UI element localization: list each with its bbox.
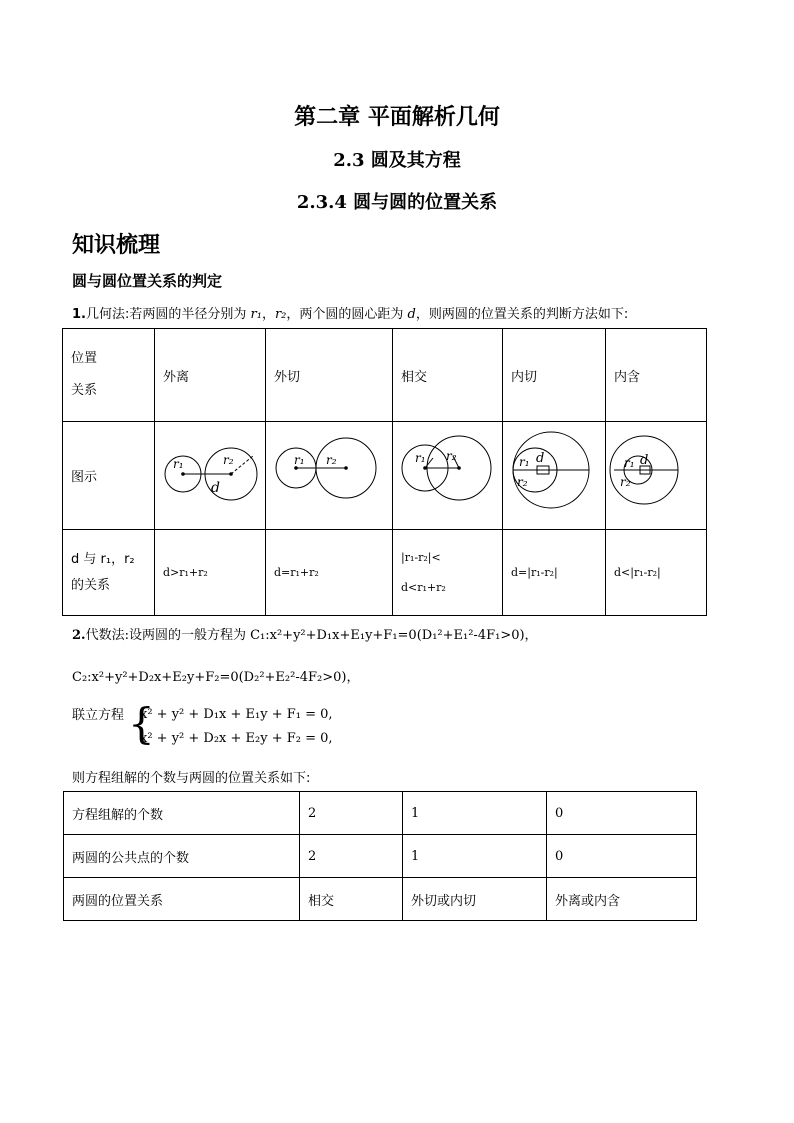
row-header-line: 位置 <box>71 351 98 366</box>
method1-d: d <box>407 307 416 322</box>
chapter-title: 第二章 平面解析几何 <box>294 105 500 130</box>
figure-label-r2: r₂ <box>223 453 234 467</box>
table-row <box>63 329 707 422</box>
table-cell: 2 <box>300 792 403 835</box>
table-cell <box>63 329 155 422</box>
figure-label-r2: r₂ <box>326 453 337 467</box>
judge-heading: 圆与圆位置关系的判定 <box>72 272 223 290</box>
table-cell: 1 <box>403 792 547 835</box>
table-cell: d=r₁+r₂ <box>266 530 393 616</box>
method1-sep: ， <box>261 307 275 322</box>
figure-label-r1: r₁ <box>519 455 530 469</box>
condition-line: d<r₁+r₂ <box>401 580 446 594</box>
table-cell: d<|r₁-r₂| <box>606 530 707 616</box>
equation-2: x² + y² + D₂x + E₂y + F₂ = 0, <box>140 731 333 746</box>
method2-number: 2. <box>72 628 86 643</box>
table-cell: 外切或内切 <box>403 878 547 921</box>
table-cell: 两圆的位置关系 <box>64 878 300 921</box>
figure-label-r1: r₁ <box>294 453 305 467</box>
method1-text-c: ，则两圆的位置关系的判断方法如下: <box>415 307 629 322</box>
figure-label-r1: r₁ <box>173 457 184 471</box>
equation-1: x² + y² + D₁x + E₁y + F₁ = 0, <box>140 707 333 722</box>
table-cell: 内含 <box>606 329 707 422</box>
table-cell: d>r₁+r₂ <box>155 530 266 616</box>
method2-line3: 则方程组解的个数与两圆的位置关系如下: <box>72 771 311 786</box>
brace-symbol: { <box>128 699 155 748</box>
table-cell <box>393 530 503 616</box>
table-cell: 相交 <box>300 878 403 921</box>
system-label: 联立方程 <box>72 708 125 723</box>
method1-text-a: 几何法:若两圆的半径分别为 <box>85 307 251 322</box>
table-cell <box>155 422 266 530</box>
geometric-method-table <box>62 328 707 616</box>
section-title: 2.3 圆及其方程 <box>333 150 461 171</box>
table-cell: 方程组解的个数 <box>64 792 300 835</box>
table-row <box>64 792 697 835</box>
figure-label-r1: r₁ <box>415 451 426 465</box>
table-cell: 外离 <box>155 329 266 422</box>
table-cell <box>393 422 503 530</box>
table-cell <box>503 422 606 530</box>
subsection-title: 2.3.4 圆与圆的位置关系 <box>296 192 498 213</box>
table-cell: 内切 <box>503 329 606 422</box>
method2-paragraph <box>72 624 538 643</box>
algebraic-method-table <box>63 791 697 921</box>
compare-label-line: d 与 r₁，r₂ <box>71 551 135 567</box>
method1-paragraph <box>72 303 628 322</box>
table-row <box>64 878 697 921</box>
table-cell: 2 <box>300 835 403 878</box>
internal-tangency-figure <box>503 422 605 525</box>
table-cell: 外切 <box>266 329 393 422</box>
method1-text-b: ，两个圆的圆心距为 <box>286 307 408 322</box>
table-cell <box>606 422 707 530</box>
external-separation-figure <box>155 422 265 525</box>
intersection-figure <box>393 422 502 525</box>
table-cell: d=|r₁-r₂| <box>503 530 606 616</box>
method2-line2: C₂:x²+y²+D₂x+E₂y+F₂=0(D₂²+E₂²-4F₂>0)， <box>72 670 360 685</box>
knowledge-heading: 知识梳理 <box>72 233 161 258</box>
figure-label-d: d <box>211 480 220 496</box>
table-cell: 0 <box>547 792 697 835</box>
compare-label-line: 的关系 <box>71 577 111 593</box>
method1-number: 1. <box>72 307 86 322</box>
table-cell: 图示 <box>63 422 155 530</box>
external-tangency-figure <box>266 422 392 525</box>
method1-r2: r₂ <box>274 307 287 322</box>
figure-label-d: d <box>536 451 545 466</box>
condition-line: |r₁-r₂|< <box>401 550 441 564</box>
row-header-line: 关系 <box>71 383 98 398</box>
figure-label-r2: r₂ <box>620 475 631 489</box>
figure-label-d: d <box>640 453 649 468</box>
figure-label-r2: r₂ <box>446 449 457 463</box>
method2-line1: 代数法:设两圆的一般方程为 C₁:x²+y²+D₁x+E₁y+F₁=0(D₁²+E₁²-4F₁>0)， <box>85 628 538 643</box>
table-row <box>63 530 707 616</box>
table-row <box>63 422 707 530</box>
table-cell: 两圆的公共点的个数 <box>64 835 300 878</box>
table-cell <box>266 422 393 530</box>
figure-label-r1: r₁ <box>624 456 635 470</box>
table-cell: 0 <box>547 835 697 878</box>
table-cell: 外离或内含 <box>547 878 697 921</box>
table-cell: 相交 <box>393 329 503 422</box>
containment-figure <box>606 422 706 525</box>
table-cell <box>63 530 155 616</box>
figure-label-r2: r₂ <box>517 475 528 489</box>
method1-r1: r₁ <box>250 307 262 322</box>
table-cell: 1 <box>403 835 547 878</box>
table-row <box>64 835 697 878</box>
